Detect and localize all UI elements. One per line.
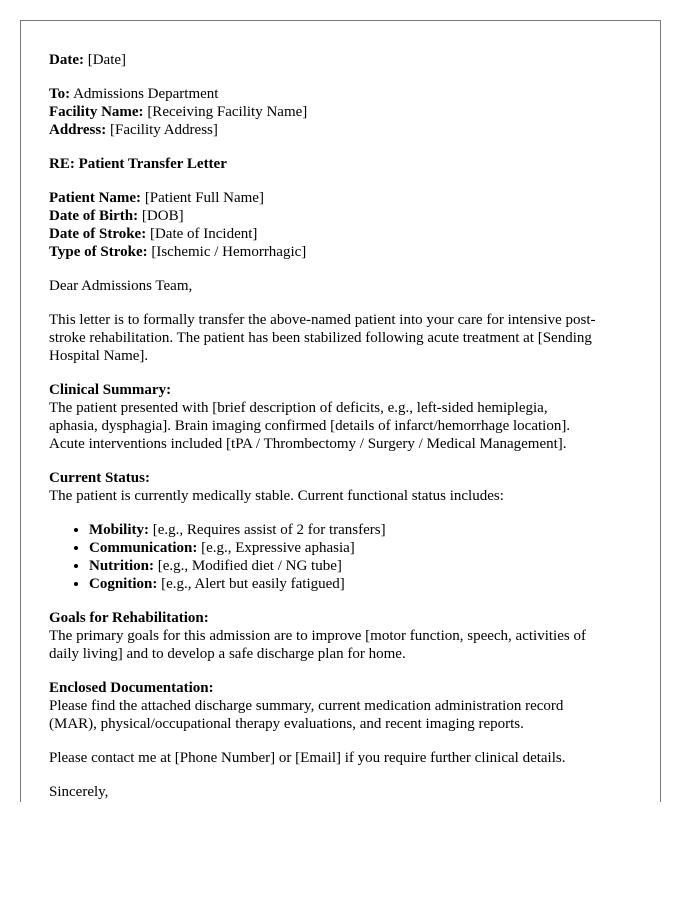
address-label: Address: <box>49 122 107 138</box>
current-status-section <box>49 469 632 505</box>
dob-label: Date of Birth: <box>49 208 139 224</box>
transfer-letter <box>20 20 661 802</box>
to-line <box>49 85 632 103</box>
address-line <box>49 121 632 139</box>
type-of-stroke-line <box>49 243 632 261</box>
communication-label: Communication: <box>89 540 198 556</box>
patient-info-block <box>49 189 632 261</box>
list-item <box>89 521 632 539</box>
closing: Sincerely, <box>49 784 109 800</box>
facility-name-value: [Receiving Facility Name] <box>147 104 308 120</box>
nutrition-value: [e.g., Modified diet / NG tube] <box>157 558 342 574</box>
facility-name-line <box>49 103 632 121</box>
contact-paragraph: Please contact me at [Phone Number] or [Email] if you require further clinical details. <box>49 750 566 766</box>
recipient-block <box>49 85 632 139</box>
date-value: [Date] <box>87 52 127 68</box>
communication-value: [e.g., Expressive aphasia] <box>201 540 355 556</box>
clinical-summary-line: The patient presented with [brief description of deficits, e.g., left-sided hemiplegia, <box>49 400 548 416</box>
intro-paragraph <box>49 311 632 365</box>
current-status-heading: Current Status: <box>49 470 150 486</box>
clinical-summary-section <box>49 381 632 453</box>
cognition-value: [e.g., Alert but easily fatigued] <box>161 576 345 592</box>
patient-name-line <box>49 189 632 207</box>
to-value: Admissions Department <box>73 86 219 102</box>
address-value: [Facility Address] <box>109 122 218 138</box>
goals-line: daily living] and to develop a safe discharge plan for home. <box>49 646 406 662</box>
date-label: Date: <box>49 52 84 68</box>
clinical-summary-line: Acute interventions included [tPA / Thrombectomy / Surgery / Medical Management]. <box>49 436 567 452</box>
intro-line: This letter is to formally transfer the above-named patient into your care for intensive post- <box>49 312 596 328</box>
subject-line <box>49 155 632 173</box>
date-of-stroke-value: [Date of Incident] <box>149 226 258 242</box>
type-of-stroke-label: Type of Stroke: <box>49 244 148 260</box>
subject-text: RE: Patient Transfer Letter <box>49 156 227 172</box>
intro-line: Hospital Name]. <box>49 348 149 364</box>
goals-heading: Goals for Rehabilitation: <box>49 610 209 626</box>
patient-name-label: Patient Name: <box>49 190 142 206</box>
facility-name-label: Facility Name: <box>49 104 144 120</box>
list-item <box>89 539 632 557</box>
mobility-value: [e.g., Requires assist of 2 for transfers] <box>152 522 386 538</box>
list-item <box>89 575 632 593</box>
type-of-stroke-value: [Ischemic / Hemorrhagic] <box>151 244 307 260</box>
enclosed-documentation-line: Please find the attached discharge summary, current medication administration record <box>49 698 564 714</box>
date-of-stroke-line <box>49 225 632 243</box>
to-label: To: <box>49 86 71 102</box>
mobility-label: Mobility: <box>89 522 149 538</box>
goals-line: The primary goals for this admission are to improve [motor function, speech, activities of <box>49 628 586 644</box>
list-item <box>89 557 632 575</box>
intro-line: stroke rehabilitation. The patient has been stabilized following acute treatment at [Sending <box>49 330 592 346</box>
nutrition-label: Nutrition: <box>89 558 154 574</box>
date-of-stroke-label: Date of Stroke: <box>49 226 147 242</box>
dob-line <box>49 207 632 225</box>
enclosed-documentation-line: (MAR), physical/occupational therapy evaluations, and recent imaging reports. <box>49 716 524 732</box>
patient-name-value: [Patient Full Name] <box>144 190 264 206</box>
dob-value: [DOB] <box>141 208 184 224</box>
clinical-summary-heading: Clinical Summary: <box>49 382 172 398</box>
enclosed-documentation-section <box>49 679 632 733</box>
cognition-label: Cognition: <box>89 576 158 592</box>
clinical-summary-line: aphasia, dysphagia]. Brain imaging confirmed [details of infarct/hemorrhage location]. <box>49 418 571 434</box>
salutation: Dear Admissions Team, <box>49 278 193 294</box>
functional-status-list <box>49 521 632 593</box>
enclosed-documentation-heading: Enclosed Documentation: <box>49 680 214 696</box>
date-line <box>49 51 632 69</box>
current-status-text: The patient is currently medically stable. Current functional status includes: <box>49 488 504 504</box>
goals-section <box>49 609 632 663</box>
